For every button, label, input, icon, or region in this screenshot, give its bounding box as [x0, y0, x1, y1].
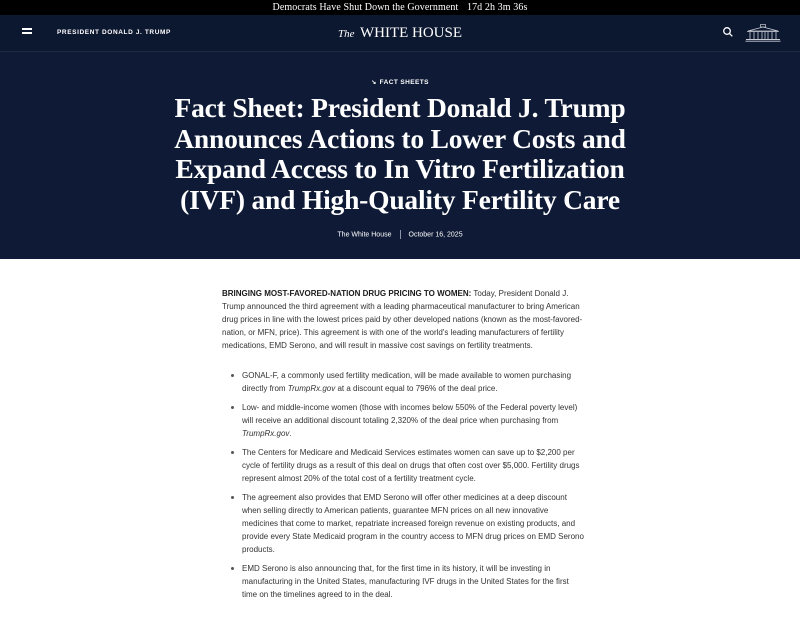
bullet-text: .: [289, 429, 292, 438]
lead-text: Today, President Donald J. Trump announced the third agreement with a leading pharmaceutical manufacturer to bring American drug prices in line with the lowest prices paid by other developed nations (known as the most-favored-nation, or MFN, price). This agreement is with one of the world's leading manufacturers of fertility medications, EMD Serono, and will result in massive cost savings on fertility treatments.: [222, 289, 583, 350]
bullet-text: Low- and middle-income women (those with incomes below 550% of the Federal poverty level) will receive an additional discount totaling 2,320% of the deal price when purchasing from: [242, 403, 578, 425]
banner-text: Democrats Have Shut Down the Government: [272, 2, 459, 13]
lead-heading: BRINGING MOST-FAVORED-NATION DRUG PRICING TO WOMEN:: [222, 289, 472, 298]
category-link[interactable]: [0, 79, 800, 86]
shutdown-banner[interactable]: [0, 0, 800, 15]
white-house-building-icon[interactable]: [745, 24, 781, 42]
list-item: The Centers for Medicare and Medicaid Services estimates women can save up to $2,200 per cycle of fertility drugs as a result of this deal on drugs that often cost over $5,000. Fertility drugs represent almost 20% of the total cost of a fertility treatment cycle.: [222, 446, 584, 485]
trumprx-link[interactable]: TrumpRx.gov: [242, 429, 290, 438]
byline-author: The White House: [337, 231, 392, 239]
list-item: [222, 401, 584, 440]
article-hero: [0, 52, 800, 259]
article-body: [222, 287, 584, 607]
bullet-text: at a discount equal to 796% of the deal price.: [335, 384, 498, 393]
site-logo[interactable]: [0, 15, 800, 52]
list-item: The agreement also provides that EMD Serono will offer other medicines at a deep discount when selling directly to American patients, guarantee MFN prices on all new innovative medicines that come to market, repatriate increased foreign revenue on existing products, and provide every State Medicaid program in the country access to MFN drug prices on EMD Serono products.: [222, 491, 584, 556]
trumprx-link[interactable]: TrumpRx.gov: [287, 384, 336, 393]
banner-countdown: 17d 2h 3m 36s: [466, 2, 528, 13]
header-president-link[interactable]: PRESIDENT DONALD J. TRUMP: [57, 29, 171, 36]
article-byline: [0, 230, 800, 239]
site-header: [0, 15, 800, 52]
article-title: Fact Sheet: President Donald J. Trump Announces Actions to Lower Costs and Expand Access to In Vitro Fertilization (IVF) and High-Quality Fertility Care: [174, 92, 626, 215]
lead-paragraph: [222, 287, 584, 352]
byline-date: October 16, 2025: [408, 231, 463, 239]
byline-divider: [400, 230, 401, 239]
logo-the: The: [337, 28, 355, 40]
list-item: EMD Serono is also announcing that, for the first time in its history, it will be investing in manufacturing in the United States, manufacturing IVF drugs in the United States for the first time on the timelines agreed to in the deal.: [222, 562, 584, 601]
bullet-list: [222, 369, 584, 601]
search-icon[interactable]: [722, 26, 734, 38]
list-item: [222, 369, 584, 395]
category-label: FACT SHEETS: [379, 79, 429, 86]
tag-icon: ↘: [371, 80, 377, 86]
bullet-text: GONAL-F, a commonly used fertility medication, will be made available to women purchasing directly from: [242, 371, 572, 393]
logo-main: WHITE HOUSE: [359, 25, 463, 41]
